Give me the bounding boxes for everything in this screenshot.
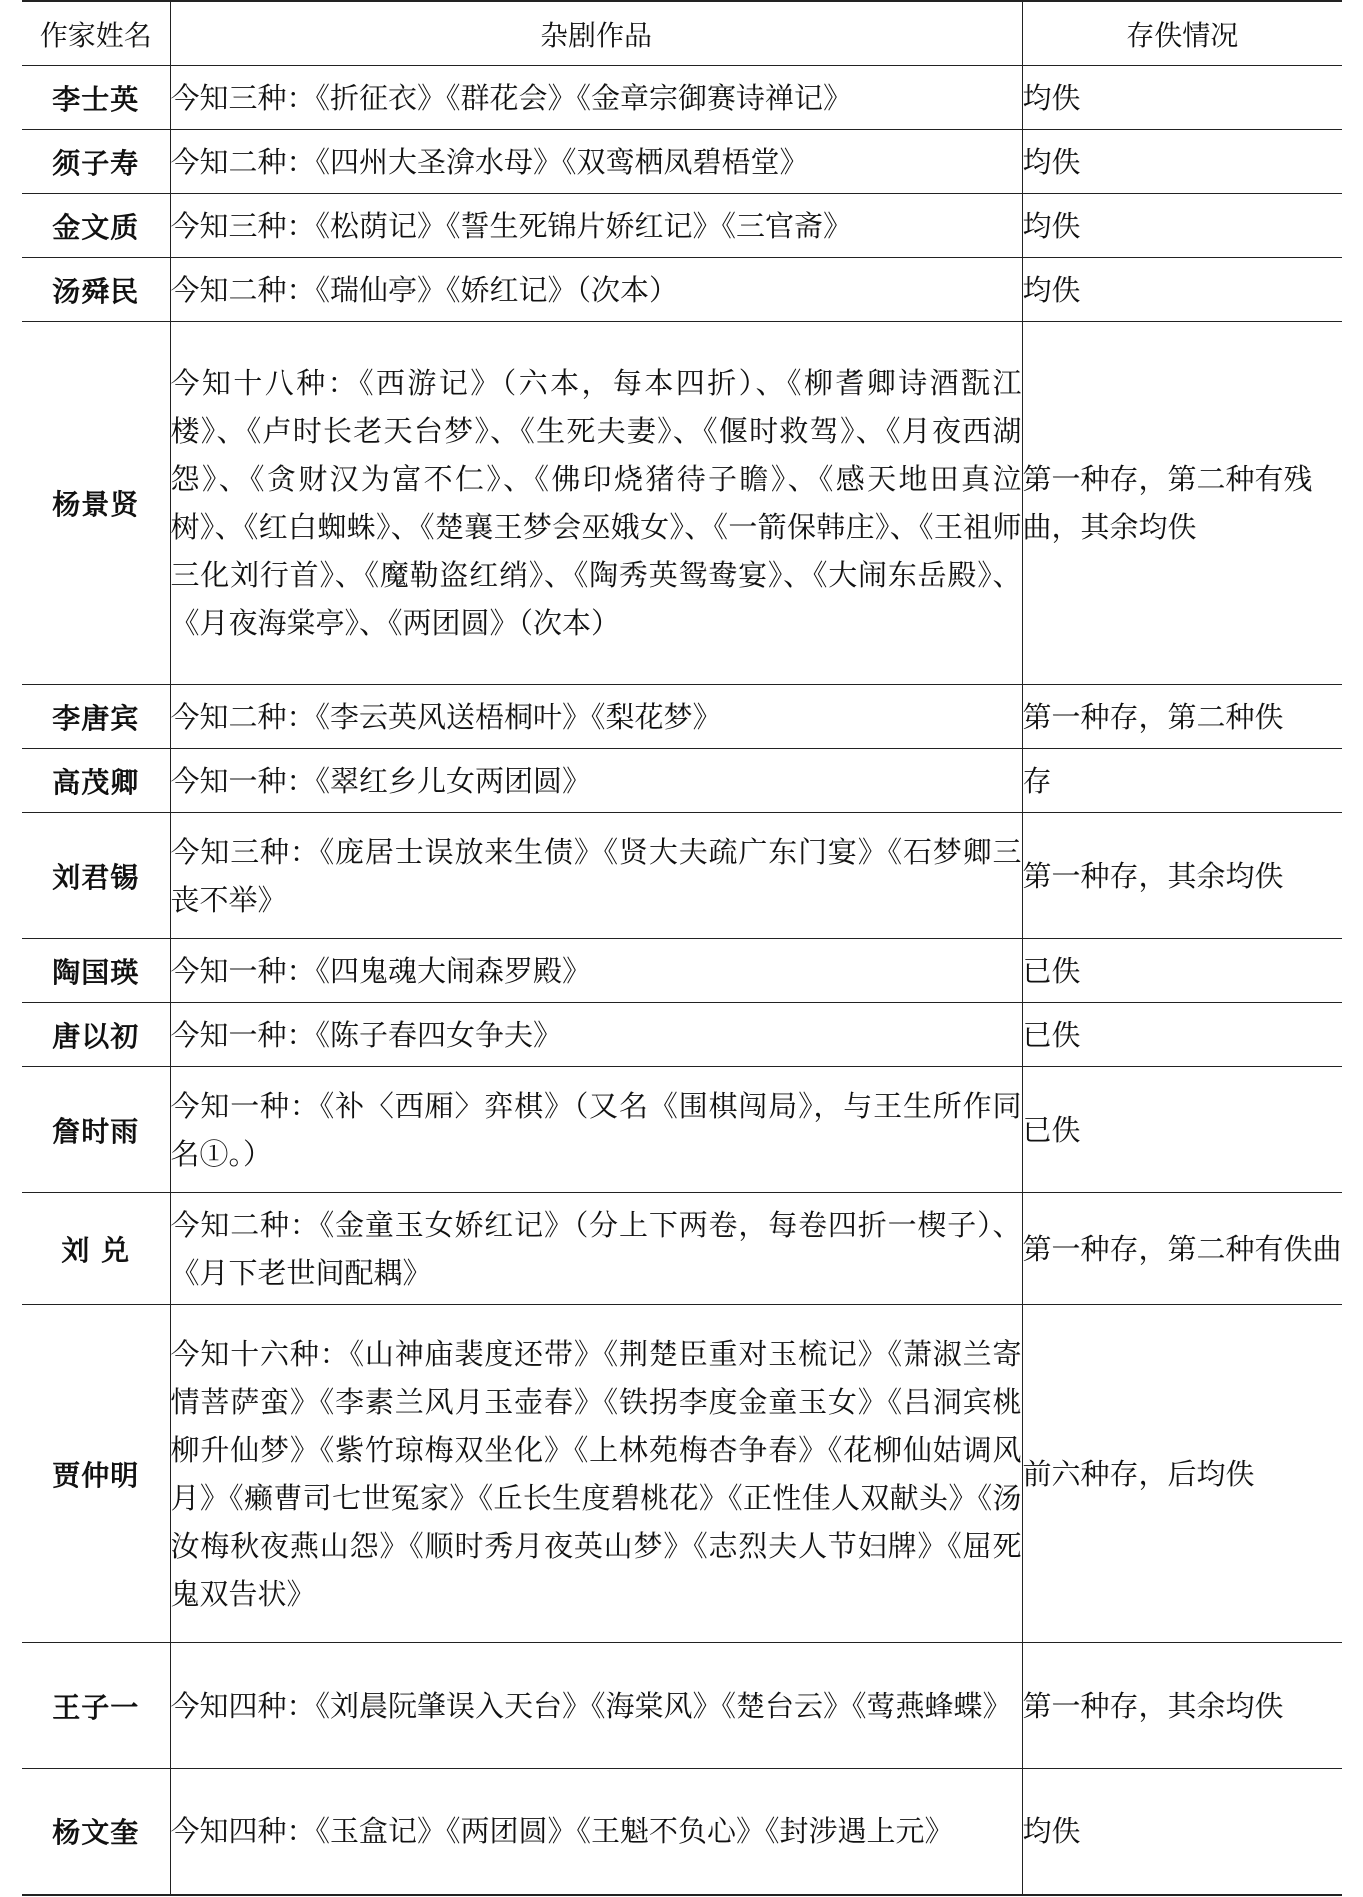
author-name: 高茂卿	[22, 749, 170, 813]
table-row	[22, 130, 1342, 194]
survival-status: 前六种存，后均佚	[1022, 1305, 1342, 1643]
survival-status: 均佚	[1022, 194, 1342, 258]
header-works: 杂剧作品	[170, 1, 1022, 66]
author-name: 杨文奎	[22, 1769, 170, 1895]
works-list: 今知一种：《四鬼魂大闹森罗殿》	[170, 939, 1022, 1003]
author-name: 李士英	[22, 66, 170, 130]
survival-status: 第一种存，其余均佚	[1022, 1643, 1342, 1769]
table-row	[22, 1643, 1342, 1769]
author-name: 贾仲明	[22, 1305, 170, 1643]
works-list: 今知一种：《陈子春四女争夫》	[170, 1003, 1022, 1067]
author-name: 杨景贤	[22, 322, 170, 685]
author-name: 刘 兑	[22, 1193, 170, 1305]
works-list: 今知二种：《瑞仙亭》《娇红记》（次本）	[170, 258, 1022, 322]
table-row	[22, 749, 1342, 813]
author-name: 刘君锡	[22, 813, 170, 939]
survival-status: 均佚	[1022, 130, 1342, 194]
author-name: 李唐宾	[22, 685, 170, 749]
header-status: 存佚情况	[1022, 1, 1342, 66]
survival-status: 已佚	[1022, 1067, 1342, 1193]
table-row	[22, 322, 1342, 685]
works-list: 今知十六种：《山神庙裴度还带》《荆楚臣重对玉梳记》《萧淑兰寄情菩萨蛮》《李素兰风月玉壶春》《铁拐李度金童玉女》《吕洞宾桃柳升仙梦》《紫竹琼梅双坐化》《上林苑梅杏争春》《花柳仙姑调风月》《癞曹司七世冤家》《丘长生度碧桃花》《正性佳人双献头》《汤汝梅秋夜燕山怨》《顺时秀月夜英山梦》《志烈夫人节妇牌》《屈死鬼双告状》	[170, 1305, 1022, 1643]
table-row	[22, 66, 1342, 130]
survival-status: 已佚	[1022, 939, 1342, 1003]
author-name: 汤舜民	[22, 258, 170, 322]
survival-status: 均佚	[1022, 258, 1342, 322]
works-list: 今知二种：《李云英风送梧桐叶》《梨花梦》	[170, 685, 1022, 749]
works-list: 今知一种：《补〈西厢〉弈棋》（又名《围棋闯局》，与王生所作同名①。）	[170, 1067, 1022, 1193]
works-list: 今知二种：《金童玉女娇红记》（分上下两卷，每卷四折一楔子）、《月下老世间配耦》	[170, 1193, 1022, 1305]
survival-status: 第一种存，其余均佚	[1022, 813, 1342, 939]
survival-status: 第一种存，第二种佚	[1022, 685, 1342, 749]
survival-status: 均佚	[1022, 1769, 1342, 1895]
table-row	[22, 685, 1342, 749]
works-list: 今知三种：《庞居士误放来生债》《贤大夫疏广东门宴》《石梦卿三丧不举》	[170, 813, 1022, 939]
table-row	[22, 1193, 1342, 1305]
works-list: 今知一种：《翠红乡儿女两团圆》	[170, 749, 1022, 813]
author-name: 王子一	[22, 1643, 170, 1769]
table-row	[22, 258, 1342, 322]
author-name: 唐以初	[22, 1003, 170, 1067]
survival-status: 第一种存，第二种有佚曲	[1022, 1193, 1342, 1305]
author-name: 须子寿	[22, 130, 170, 194]
works-list: 今知四种：《玉盒记》《两团圆》《王魁不负心》《封涉遇上元》	[170, 1769, 1022, 1895]
survival-status: 第一种存，第二种有残曲，其余均佚	[1022, 322, 1342, 685]
survival-status: 已佚	[1022, 1003, 1342, 1067]
survival-status: 存	[1022, 749, 1342, 813]
works-list: 今知三种：《松荫记》《誓生死锦片娇红记》《三官斋》	[170, 194, 1022, 258]
works-list: 今知三种：《折征衣》《群花会》《金章宗御赛诗禅记》	[170, 66, 1022, 130]
author-name: 金文质	[22, 194, 170, 258]
author-name: 詹时雨	[22, 1067, 170, 1193]
table-row	[22, 1067, 1342, 1193]
works-list: 今知四种：《刘晨阮肇误入天台》《海棠风》《楚台云》《莺燕蜂蝶》	[170, 1643, 1022, 1769]
zaju-works-table	[22, 0, 1342, 1896]
survival-status: 均佚	[1022, 66, 1342, 130]
table-row	[22, 813, 1342, 939]
table-row	[22, 1003, 1342, 1067]
works-list: 今知十八种：《西游记》（六本，每本四折）、《柳耆卿诗酒翫江楼》、《卢时长老天台梦》、《生死夫妻》、《偃时救驾》、《月夜西湖怨》、《贪财汉为富不仁》、《佛印烧猪待子瞻》、《感天地田真泣树》、《红白蜘蛛》、《楚襄王梦会巫娥女》、《一箭保韩庄》、《王祖师三化刘行首》、《魔勒盗红绡》、《陶秀英鸳鸯宴》、《大闹东岳殿》、《月夜海棠亭》、《两团圆》（次本）	[170, 322, 1022, 685]
table-row	[22, 194, 1342, 258]
table-row	[22, 1769, 1342, 1895]
table-row	[22, 1305, 1342, 1643]
table-row	[22, 939, 1342, 1003]
table-header-row	[22, 1, 1342, 66]
works-list: 今知二种：《四州大圣渰水母》《双鸾栖凤碧梧堂》	[170, 130, 1022, 194]
header-author: 作家姓名	[22, 1, 170, 66]
author-name: 陶国瑛	[22, 939, 170, 1003]
